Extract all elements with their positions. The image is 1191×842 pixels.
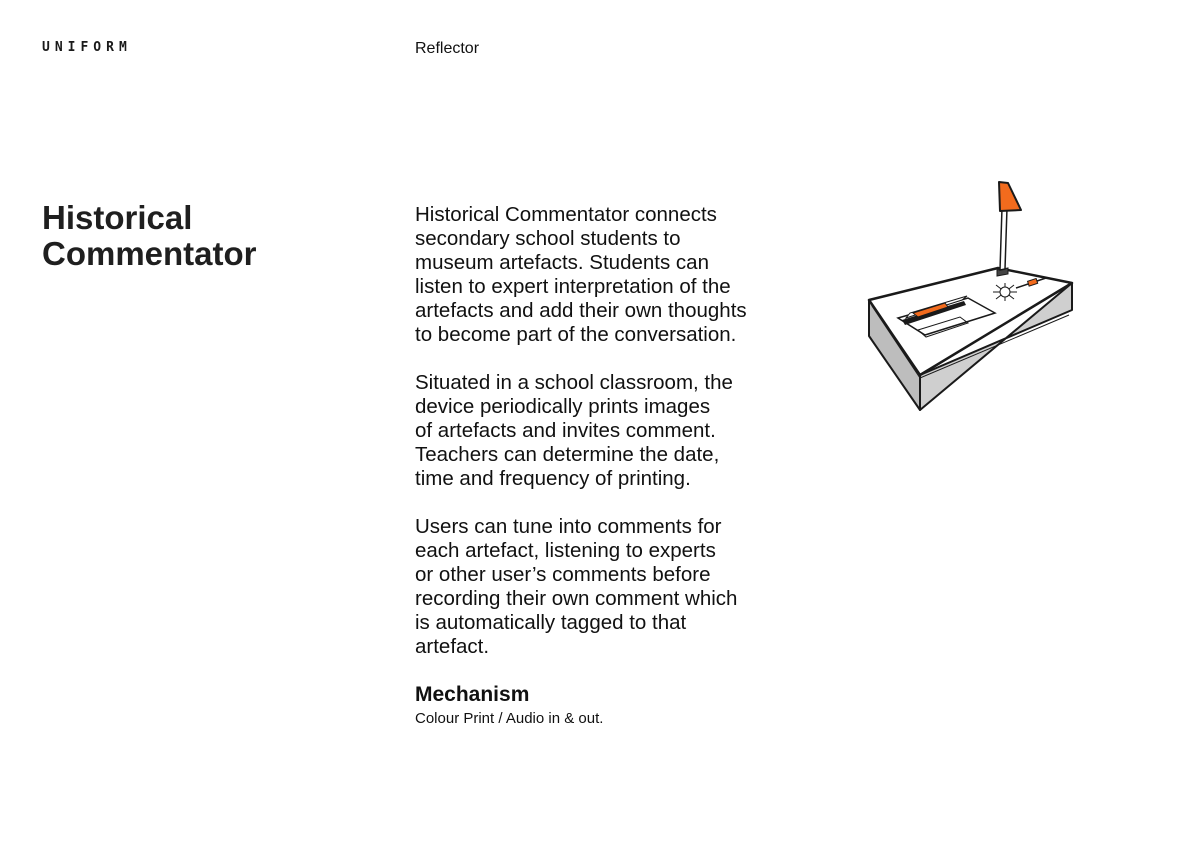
description-paragraph-3: Users can tune into comments for each artefact, listening to experts or other user’s comments before recording their own comment which is automatically tagged to that artefact. bbox=[415, 515, 738, 658]
description-paragraph-2: Situated in a school classroom, the device periodically prints images of artefacts and invites comment. Teachers can determine the date, time and frequency of printing. bbox=[415, 371, 733, 490]
description bbox=[415, 203, 795, 729]
page-title-text: Historical Commentator bbox=[42, 199, 257, 272]
mechanism-heading: Mechanism bbox=[415, 683, 530, 706]
description-paragraph-1: Historical Commentator connects secondary school students to museum artefacts. Students can listen to expert interpretation of the artefacts and add their own thoughts to become part of the conversation. bbox=[415, 203, 747, 346]
mechanism-text: Colour Print / Audio in & out. bbox=[415, 710, 604, 727]
section-label: Reflector bbox=[415, 40, 480, 57]
speaker-grille-icon bbox=[993, 283, 1017, 301]
page-title bbox=[42, 200, 362, 272]
device-illustration-icon bbox=[850, 170, 1090, 420]
antenna-flag bbox=[999, 182, 1021, 211]
antenna-pole bbox=[1000, 208, 1007, 270]
uniform-logo: UNIFORM bbox=[42, 40, 132, 55]
